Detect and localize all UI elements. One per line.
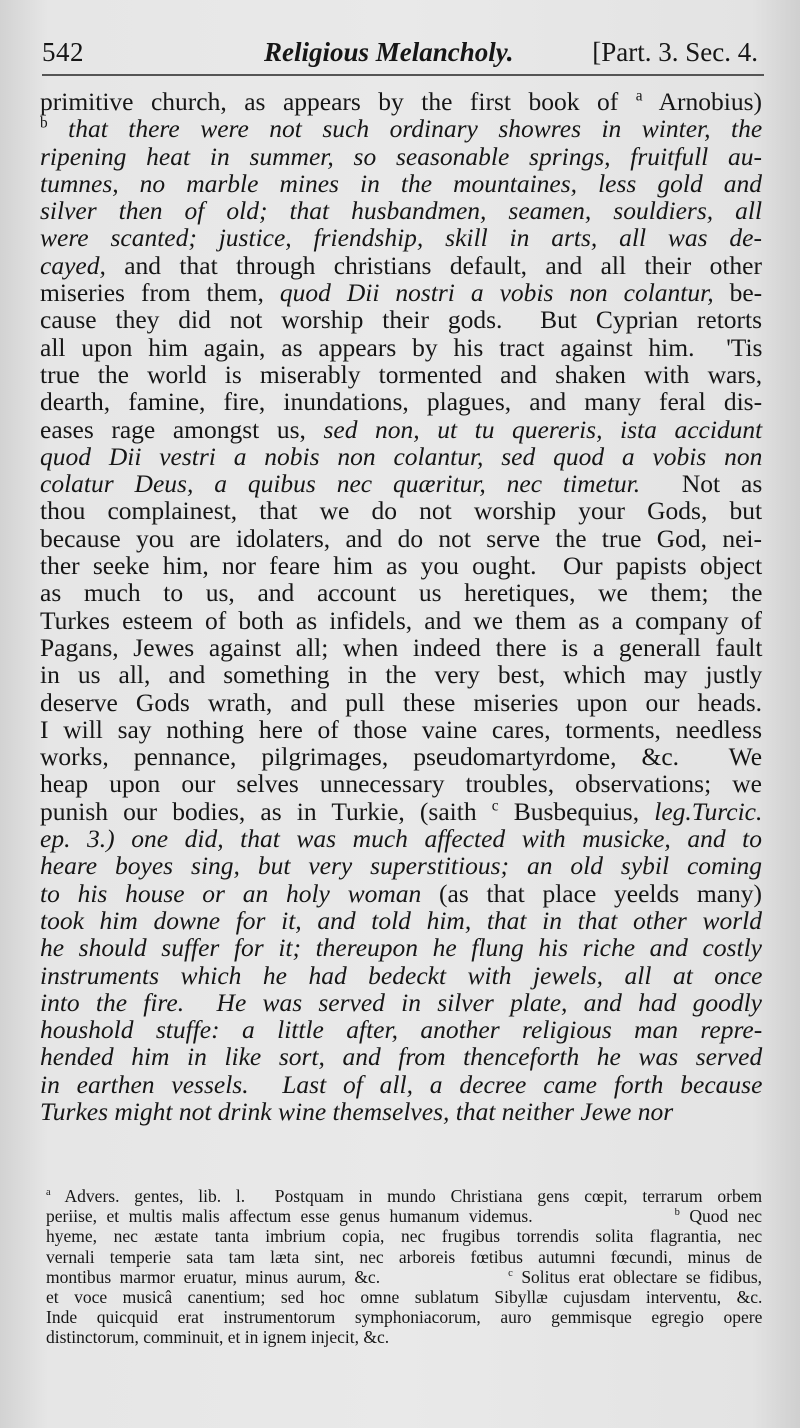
text-line (40, 798, 762, 825)
footnote-line (46, 1307, 762, 1327)
text-run: colatur Deus, a quibus nec quæritur, nec timetur. (40, 469, 641, 499)
footnote-line (46, 1287, 762, 1307)
text-line (40, 579, 762, 606)
text-line (40, 934, 762, 961)
text-run: tumnes, no marble mines in the mountaines, less gold and (40, 168, 762, 198)
footnote-marker: b (40, 114, 48, 132)
text-line (40, 525, 762, 552)
text-run: Turkes esteem of both as infidels, and we them as a company of (40, 605, 762, 635)
text-run: to his house or an holy woman (40, 878, 422, 908)
text-line (40, 770, 762, 797)
footnote-line (46, 1267, 762, 1287)
running-title: Religious Melancholy. (264, 37, 514, 67)
text-run: sed non, ut tu quereris, ista accidunt (323, 414, 763, 444)
text-line (40, 825, 762, 852)
text-line (40, 962, 762, 989)
text-line (40, 224, 762, 251)
text-line (40, 252, 762, 279)
text-run: Busbequius, (498, 796, 655, 826)
text-line (40, 1098, 762, 1125)
text-run: houshold stuffe: a little after, another religious man repre- (40, 1015, 763, 1045)
text-line (40, 306, 762, 333)
text-run: eases rage amongst us, (40, 414, 324, 444)
footnote-marker: b (674, 1207, 680, 1219)
text-run: and that through christians default, and all their other (105, 250, 762, 280)
body-text (40, 88, 762, 1125)
text-run: Solitus erat oblectare se fidibus, (512, 1266, 762, 1287)
text-line (40, 743, 762, 770)
text-run: cayed, (40, 250, 106, 280)
text-line (40, 689, 762, 716)
text-run: deserve Gods wrath, and pull these miseries upon our heads. (40, 687, 762, 717)
text-run: true the world is miserably tormented and shaken with wars, (40, 359, 763, 389)
text-line (40, 607, 762, 634)
text-line (40, 388, 762, 415)
text-run: Turkes might not drink wine themselves, that neither Jewe nor (40, 1096, 674, 1126)
footnote-line (46, 1226, 762, 1246)
text-run: hyeme, nec æstate tanta imbrium copia, nec frugibus torrendis solita flagrantia, nec (46, 1226, 763, 1247)
text-line (40, 716, 762, 743)
running-header (42, 30, 764, 74)
text-line (40, 661, 762, 688)
text-run: took him downe for it, and told him, that in that other world (40, 905, 762, 935)
text-line (40, 115, 762, 142)
text-line (40, 88, 762, 115)
text-line (40, 361, 762, 388)
text-run: he should suffer for it; thereupon he flung his riche and costly (40, 933, 762, 963)
text-line (40, 470, 762, 497)
text-line (40, 279, 762, 306)
text-line (40, 143, 762, 170)
text-run: vernali temperie sata tam læta sint, nec arboreis fœtibus autumni fœcundi, minus de (46, 1246, 763, 1267)
text-run: works, pennance, pilgrimages, pseudomartyrdome, &c. We (40, 742, 763, 772)
text-run: were scanted; justice, friendship, skill in arts, all was de- (40, 223, 762, 253)
text-run: et voce musicâ canentium; sed hoc omne sublatum Sibyllæ cujusdam interventu, &c. (46, 1286, 763, 1307)
text-run: hended him in like sort, and from thenceforth he was served (40, 1042, 763, 1072)
text-line (40, 1071, 762, 1098)
text-run: periise, et multis malis affectum esse genus humanum videmus. (46, 1206, 675, 1227)
text-run: one did, that was much affected with musicke, and to (114, 824, 762, 854)
footnote-marker: c (491, 797, 499, 815)
text-run: into the fire. He was served in silver plate, and had goodly (40, 987, 762, 1017)
text-line (40, 443, 762, 470)
text-run: miseries from them, (40, 278, 280, 308)
footnote-marker: a (635, 87, 643, 105)
text-run: quod Dii vestri a nobis non colantur, sed quod a vobis non (40, 441, 763, 471)
text-line (40, 852, 762, 879)
footnote-line (46, 1206, 762, 1226)
text-run: ther seeke him, nor feare him as you ought. Our papists object (40, 551, 763, 581)
text-run: (as that place yeelds many) (421, 878, 763, 908)
text-line (40, 1016, 762, 1043)
text-line (40, 989, 762, 1016)
page-number: 542 (42, 37, 84, 67)
section-label: [Part. 3. Sec. 4. (592, 37, 758, 67)
text-line (40, 907, 762, 934)
text-line (40, 497, 762, 524)
text-run: silver then of old; that husbandmen, seamen, souldiers, all (40, 196, 763, 226)
text-run: punish our bodies, as in Turkie, (saith (40, 796, 492, 826)
text-run: instruments which he had bedeckt with jewels, all at once (40, 960, 763, 990)
footnote-line (46, 1327, 762, 1347)
footnote-line (46, 1247, 762, 1267)
text-run: I will say nothing here of those vaine cares, torments, needless (40, 714, 762, 744)
text-run: Not as (640, 469, 763, 499)
text-run: montibus marmor eruatur, minus aurum, &c. (46, 1266, 509, 1287)
text-run: cause they did not worship their gods. But Cyprian retorts (40, 305, 763, 335)
text-run: distinctorum, comminuit, et in ignem injecit, &c. (46, 1327, 390, 1348)
header-rule (42, 74, 764, 76)
text-line (40, 880, 762, 907)
text-run: be- (713, 278, 763, 308)
text-line (40, 1043, 762, 1070)
text-run: Arnobius) (642, 87, 763, 116)
text-line (40, 170, 762, 197)
footnote-marker: c (508, 1267, 513, 1279)
text-run: leg.Turcic. (654, 796, 763, 826)
text-run: Quod nec (679, 1206, 762, 1227)
text-run: as much to us, and account us heretiques, we them; the (40, 578, 763, 608)
text-run: Inde quicquid erat instrumentorum symphoniacorum, auro gemmisque egregio opere (46, 1307, 763, 1328)
text-run: Pagans, Jewes against all; when indeed there is a generall fault (40, 632, 763, 662)
footnote-line (46, 1186, 762, 1206)
footnotes (46, 1186, 762, 1348)
text-run: in us all, and something in the very best, which may justly (40, 660, 763, 690)
text-run: ep. 3.) (40, 824, 115, 854)
text-run: in earthen vessels. Last of all, a decree came forth because (40, 1069, 763, 1099)
text-run: dearth, famine, fire, inundations, plagues, and many feral dis- (40, 387, 763, 417)
text-line (40, 552, 762, 579)
text-run: primitive church, as appears by the first book of (40, 87, 636, 116)
text-run: ripening heat in summer, so seasonable springs, fruitfull au- (40, 141, 762, 171)
text-run: all upon him again, as appears by his tract against him. 'Tis (40, 332, 763, 362)
text-run: thou complainest, that we do not worship your Gods, but (40, 496, 763, 526)
text-run: because you are idolaters, and do not serve the true God, nei- (40, 523, 762, 553)
text-run: Advers. gentes, lib. l. Postquam in mundo Christiana gens cœpit, terrarum orbem (50, 1186, 763, 1206)
text-line (40, 634, 762, 661)
text-line (40, 416, 762, 443)
text-run: quod Dii nostri a vobis non colantur, (279, 278, 714, 308)
text-run: heare boyes sing, but very superstitious; an old sybil coming (40, 851, 763, 881)
text-run: that there were not such ordinary showres in winter, the (47, 114, 763, 144)
text-line (40, 197, 762, 224)
footnote-marker: a (46, 1187, 51, 1199)
text-run: heap upon our selves unnecessary troubles, observations; we (40, 769, 762, 799)
text-line (40, 334, 762, 361)
